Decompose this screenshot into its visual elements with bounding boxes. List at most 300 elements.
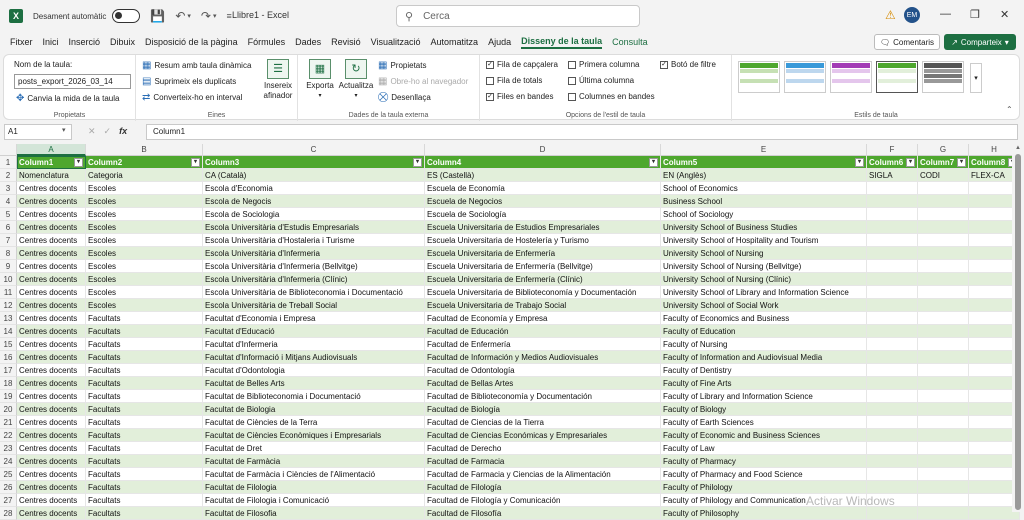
table-cell[interactable] (918, 299, 969, 312)
table-cell[interactable] (203, 247, 425, 260)
table-cell[interactable] (918, 442, 969, 455)
table-cell[interactable] (425, 299, 661, 312)
table-cell[interactable] (203, 312, 425, 325)
row-number[interactable]: 20 (0, 403, 17, 416)
first-column-checkbox[interactable] (568, 60, 639, 69)
tab-query[interactable]: Consulta (612, 37, 648, 47)
table-cell[interactable] (86, 286, 203, 299)
table-cell[interactable] (17, 403, 86, 416)
table-cell[interactable] (203, 338, 425, 351)
table-style-swatch[interactable] (830, 61, 872, 93)
warning-icon[interactable]: ⚠ (885, 8, 896, 22)
table-cell[interactable] (918, 182, 969, 195)
row-number[interactable]: 11 (0, 286, 17, 299)
formula-input[interactable]: Column1 (146, 124, 1018, 140)
row-number[interactable]: 7 (0, 234, 17, 247)
spreadsheet-grid[interactable] (0, 144, 1012, 518)
table-cell[interactable] (918, 208, 969, 221)
table-cell[interactable] (425, 481, 661, 494)
table-cell[interactable] (661, 286, 867, 299)
table-cell[interactable] (867, 351, 918, 364)
table-cell[interactable] (425, 169, 661, 182)
table-cell[interactable] (918, 416, 969, 429)
table-cell[interactable] (86, 260, 203, 273)
table-style-swatch[interactable] (738, 61, 780, 93)
last-column-checkbox[interactable] (568, 76, 634, 85)
name-box-chevron-icon[interactable]: ▾ (62, 127, 66, 134)
table-cell[interactable] (203, 260, 425, 273)
column-header-h[interactable]: H (969, 144, 1020, 156)
table-cell[interactable] (867, 247, 918, 260)
table-cell[interactable] (425, 364, 661, 377)
avatar[interactable]: EM (904, 7, 920, 23)
row-number[interactable]: 17 (0, 364, 17, 377)
table-cell[interactable] (918, 429, 969, 442)
table-cell[interactable] (203, 208, 425, 221)
table-cell[interactable] (918, 481, 969, 494)
table-cell[interactable] (425, 247, 661, 260)
table-cell[interactable] (918, 286, 969, 299)
external-properties-button[interactable] (378, 60, 426, 71)
table-name-input[interactable]: posts_export_2026_03_14 (14, 74, 131, 89)
row-number[interactable]: 24 (0, 455, 17, 468)
table-cell[interactable] (661, 455, 867, 468)
open-in-browser-button[interactable] (378, 76, 468, 87)
table-style-swatch[interactable] (922, 61, 964, 93)
row-number[interactable]: 25 (0, 468, 17, 481)
table-cell[interactable] (86, 351, 203, 364)
row-number[interactable]: 13 (0, 312, 17, 325)
scrollbar-thumb[interactable] (1015, 154, 1021, 510)
table-cell[interactable] (867, 429, 918, 442)
table-cell[interactable] (425, 273, 661, 286)
table-cell[interactable] (17, 429, 86, 442)
table-cell[interactable] (918, 169, 969, 182)
table-cell[interactable] (203, 481, 425, 494)
table-cell[interactable] (661, 338, 867, 351)
table-header-cell[interactable] (661, 156, 867, 169)
table-cell[interactable] (17, 455, 86, 468)
column-header-f[interactable]: F (867, 144, 918, 156)
table-cell[interactable] (17, 234, 86, 247)
table-cell[interactable] (661, 325, 867, 338)
scroll-up-icon[interactable]: ▲ (1015, 145, 1021, 151)
row-number[interactable]: 27 (0, 494, 17, 507)
table-cell[interactable] (918, 273, 969, 286)
table-cell[interactable] (661, 390, 867, 403)
row-number[interactable]: 21 (0, 416, 17, 429)
minimize-icon[interactable]: — (940, 8, 951, 20)
table-cell[interactable] (867, 260, 918, 273)
row-number[interactable]: 8 (0, 247, 17, 260)
table-cell[interactable] (203, 234, 425, 247)
table-cell[interactable] (661, 221, 867, 234)
column-header-d[interactable]: D (425, 144, 661, 156)
table-cell[interactable] (661, 312, 867, 325)
tab-insert[interactable]: Inserció (68, 37, 101, 47)
column-header-c[interactable]: C (203, 144, 425, 156)
table-header-cell[interactable] (867, 156, 918, 169)
table-cell[interactable] (425, 507, 661, 520)
undo-icon[interactable]: ↶ (175, 9, 186, 23)
table-cell[interactable] (425, 455, 661, 468)
filter-dropdown-icon[interactable]: ▾ (74, 158, 83, 167)
table-cell[interactable] (86, 390, 203, 403)
table-cell[interactable] (661, 169, 867, 182)
table-cell[interactable] (918, 455, 969, 468)
table-cell[interactable] (17, 286, 86, 299)
table-cell[interactable] (918, 377, 969, 390)
tab-table-design[interactable]: Disseny de la taula (521, 36, 602, 49)
table-cell[interactable] (86, 312, 203, 325)
table-cell[interactable] (918, 234, 969, 247)
table-cell[interactable] (918, 468, 969, 481)
table-cell[interactable] (86, 455, 203, 468)
table-cell[interactable] (425, 403, 661, 416)
tab-data[interactable]: Dades (295, 37, 322, 47)
table-header-cell[interactable] (17, 156, 86, 169)
table-cell[interactable] (86, 416, 203, 429)
table-cell[interactable] (867, 416, 918, 429)
row-number[interactable]: 2 (0, 169, 17, 182)
table-cell[interactable] (867, 403, 918, 416)
table-cell[interactable] (425, 234, 661, 247)
row-number[interactable]: 4 (0, 195, 17, 208)
restore-icon[interactable]: ❐ (970, 9, 980, 21)
table-cell[interactable] (203, 182, 425, 195)
table-cell[interactable] (17, 442, 86, 455)
table-cell[interactable] (425, 429, 661, 442)
table-cell[interactable] (918, 403, 969, 416)
row-number[interactable]: 9 (0, 260, 17, 273)
table-cell[interactable] (203, 299, 425, 312)
column-header-e[interactable]: E (661, 144, 867, 156)
tab-page-layout[interactable]: Disposició de la pàgina (145, 37, 238, 47)
table-cell[interactable] (425, 208, 661, 221)
table-cell[interactable] (86, 507, 203, 520)
table-cell[interactable] (425, 377, 661, 390)
table-cell[interactable] (17, 208, 86, 221)
name-box[interactable]: A1 (4, 124, 72, 140)
table-cell[interactable] (86, 221, 203, 234)
table-cell[interactable] (203, 351, 425, 364)
row-number[interactable]: 22 (0, 429, 17, 442)
refresh-button[interactable] (338, 59, 374, 101)
table-header-cell[interactable] (918, 156, 969, 169)
table-cell[interactable] (17, 351, 86, 364)
table-cell[interactable] (17, 260, 86, 273)
table-cell[interactable] (86, 299, 203, 312)
table-cell[interactable] (17, 169, 86, 182)
table-cell[interactable] (425, 338, 661, 351)
table-cell[interactable] (203, 390, 425, 403)
row-number[interactable]: 1 (0, 156, 17, 169)
filter-dropdown-icon[interactable]: ▾ (413, 158, 422, 167)
table-cell[interactable] (661, 260, 867, 273)
table-cell[interactable] (867, 221, 918, 234)
tab-draw[interactable]: Dibuix (110, 37, 136, 47)
table-cell[interactable] (867, 455, 918, 468)
table-cell[interactable] (425, 442, 661, 455)
table-cell[interactable] (86, 338, 203, 351)
table-cell[interactable] (425, 351, 661, 364)
table-cell[interactable] (661, 182, 867, 195)
row-number[interactable]: 28 (0, 507, 17, 520)
table-cell[interactable] (918, 507, 969, 520)
enter-icon[interactable]: ✓ (103, 126, 112, 136)
unlink-button[interactable] (378, 92, 431, 103)
tab-review[interactable]: Revisió (331, 37, 361, 47)
total-row-checkbox[interactable] (486, 76, 542, 85)
table-cell[interactable] (203, 468, 425, 481)
customize-toolbar-icon[interactable]: ≡ (226, 11, 232, 21)
gallery-more-icon[interactable]: ▾ (970, 63, 982, 93)
table-cell[interactable] (86, 403, 203, 416)
table-cell[interactable] (425, 390, 661, 403)
table-cell[interactable] (17, 247, 86, 260)
table-cell[interactable] (17, 182, 86, 195)
table-cell[interactable] (203, 442, 425, 455)
row-number[interactable]: 10 (0, 273, 17, 286)
table-cell[interactable] (203, 169, 425, 182)
table-cell[interactable] (661, 299, 867, 312)
table-header-cell[interactable] (203, 156, 425, 169)
table-cell[interactable] (17, 364, 86, 377)
table-cell[interactable] (867, 182, 918, 195)
table-cell[interactable] (918, 260, 969, 273)
row-number[interactable]: 18 (0, 377, 17, 390)
insert-function-icon[interactable]: fx (119, 126, 128, 136)
table-cell[interactable] (918, 195, 969, 208)
filter-button-checkbox[interactable] (660, 60, 716, 69)
tab-formulas[interactable]: Fórmules (247, 37, 286, 47)
table-cell[interactable] (867, 169, 918, 182)
table-cell[interactable] (867, 234, 918, 247)
table-cell[interactable] (17, 468, 86, 481)
table-cell[interactable] (203, 273, 425, 286)
table-cell[interactable] (86, 208, 203, 221)
table-cell[interactable] (17, 507, 86, 520)
table-cell[interactable] (867, 286, 918, 299)
table-cell[interactable] (86, 377, 203, 390)
table-cell[interactable] (17, 195, 86, 208)
redo-dropdown-icon[interactable]: ▾ (212, 13, 217, 20)
table-cell[interactable] (17, 416, 86, 429)
table-cell[interactable] (203, 195, 425, 208)
table-cell[interactable] (661, 273, 867, 286)
row-number[interactable]: 15 (0, 338, 17, 351)
table-cell[interactable] (86, 169, 203, 182)
table-cell[interactable] (203, 429, 425, 442)
table-cell[interactable] (867, 468, 918, 481)
table-cell[interactable] (867, 195, 918, 208)
table-cell[interactable] (17, 299, 86, 312)
row-number[interactable]: 6 (0, 221, 17, 234)
row-number[interactable]: 26 (0, 481, 17, 494)
row-number[interactable]: 14 (0, 325, 17, 338)
row-number[interactable]: 12 (0, 299, 17, 312)
table-cell[interactable] (661, 247, 867, 260)
table-cell[interactable] (425, 494, 661, 507)
table-cell[interactable] (918, 494, 969, 507)
table-cell[interactable] (661, 351, 867, 364)
table-header-cell[interactable] (86, 156, 203, 169)
table-style-swatch-selected[interactable] (876, 61, 918, 93)
row-number[interactable]: 5 (0, 208, 17, 221)
table-cell[interactable] (918, 312, 969, 325)
table-cell[interactable] (86, 481, 203, 494)
table-cell[interactable] (17, 338, 86, 351)
table-cell[interactable] (86, 325, 203, 338)
table-style-swatch[interactable] (784, 61, 826, 93)
table-cell[interactable] (425, 286, 661, 299)
table-cell[interactable] (86, 442, 203, 455)
table-cell[interactable] (203, 377, 425, 390)
table-cell[interactable] (918, 338, 969, 351)
table-cell[interactable] (661, 195, 867, 208)
header-row-checkbox[interactable] (486, 60, 558, 69)
search-box[interactable] (396, 5, 640, 27)
table-cell[interactable] (918, 351, 969, 364)
table-cell[interactable] (918, 247, 969, 260)
table-cell[interactable] (203, 416, 425, 429)
table-cell[interactable] (86, 234, 203, 247)
table-cell[interactable] (86, 195, 203, 208)
table-cell[interactable] (661, 507, 867, 520)
collapse-ribbon-icon[interactable]: ⌃ (1006, 105, 1013, 114)
banded-rows-checkbox[interactable] (486, 92, 553, 101)
save-icon[interactable]: 💾 (150, 9, 166, 23)
table-cell[interactable] (867, 273, 918, 286)
table-cell[interactable] (17, 221, 86, 234)
table-cell[interactable] (867, 481, 918, 494)
table-cell[interactable] (86, 364, 203, 377)
table-cell[interactable] (86, 494, 203, 507)
table-cell[interactable] (17, 377, 86, 390)
table-cell[interactable] (86, 429, 203, 442)
table-cell[interactable] (867, 377, 918, 390)
table-cell[interactable] (661, 234, 867, 247)
table-cell[interactable] (86, 468, 203, 481)
table-cell[interactable] (918, 221, 969, 234)
row-number[interactable]: 16 (0, 351, 17, 364)
table-cell[interactable] (203, 325, 425, 338)
banded-columns-checkbox[interactable] (568, 92, 655, 101)
select-all-corner[interactable] (0, 144, 17, 156)
table-cell[interactable] (867, 299, 918, 312)
export-button[interactable] (302, 59, 338, 101)
convert-to-range-button[interactable] (142, 92, 242, 103)
table-cell[interactable] (867, 364, 918, 377)
tab-help[interactable]: Ajuda (488, 37, 512, 47)
table-cell[interactable] (17, 273, 86, 286)
row-number[interactable]: 23 (0, 442, 17, 455)
table-cell[interactable] (17, 312, 86, 325)
comments-button[interactable] (874, 34, 940, 50)
autosave-toggle[interactable] (112, 9, 140, 23)
table-cell[interactable] (918, 325, 969, 338)
table-cell[interactable] (867, 325, 918, 338)
table-cell[interactable] (203, 403, 425, 416)
filter-dropdown-icon[interactable]: ▾ (649, 158, 658, 167)
resize-table-button[interactable] (16, 93, 119, 104)
filter-dropdown-icon[interactable]: ▾ (957, 158, 966, 167)
column-header-a[interactable]: A (17, 144, 86, 156)
table-header-cell[interactable] (425, 156, 661, 169)
table-cell[interactable] (661, 377, 867, 390)
column-header-g[interactable]: G (918, 144, 969, 156)
table-cell[interactable] (867, 442, 918, 455)
filter-dropdown-icon[interactable]: ▾ (191, 158, 200, 167)
vertical-scrollbar[interactable] (1012, 144, 1024, 512)
table-cell[interactable] (867, 338, 918, 351)
pivot-button[interactable] (142, 60, 251, 71)
table-cell[interactable] (661, 364, 867, 377)
table-cell[interactable] (86, 247, 203, 260)
insert-slicer-button[interactable] (260, 59, 296, 101)
table-cell[interactable] (203, 221, 425, 234)
table-cell[interactable] (203, 286, 425, 299)
remove-duplicates-button[interactable] (142, 76, 236, 87)
close-icon[interactable]: ✕ (1000, 9, 1010, 21)
filter-dropdown-icon[interactable]: ▾ (855, 158, 864, 167)
table-cell[interactable] (17, 481, 86, 494)
share-button[interactable] (944, 34, 1016, 50)
table-cell[interactable] (918, 390, 969, 403)
table-cell[interactable] (425, 468, 661, 481)
row-number[interactable]: 19 (0, 390, 17, 403)
table-cell[interactable] (661, 481, 867, 494)
table-cell[interactable] (203, 507, 425, 520)
table-cell[interactable] (17, 325, 86, 338)
undo-dropdown-icon[interactable]: ▾ (187, 13, 191, 20)
cancel-icon[interactable]: ✕ (88, 126, 96, 136)
table-cell[interactable] (86, 182, 203, 195)
table-cell[interactable] (867, 208, 918, 221)
redo-icon[interactable]: ↷ (200, 9, 211, 23)
table-cell[interactable] (425, 312, 661, 325)
tab-view[interactable]: Visualització (370, 37, 421, 47)
row-number[interactable]: 3 (0, 182, 17, 195)
filter-dropdown-icon[interactable]: ▾ (906, 158, 915, 167)
table-cell[interactable] (203, 455, 425, 468)
tab-automate[interactable]: Automatitza (430, 37, 479, 47)
table-cell[interactable] (661, 403, 867, 416)
table-cell[interactable] (425, 182, 661, 195)
table-cell[interactable] (17, 494, 86, 507)
table-cell[interactable] (661, 468, 867, 481)
table-cell[interactable] (425, 416, 661, 429)
table-cell[interactable] (661, 429, 867, 442)
tab-file[interactable]: Fitxer (10, 37, 33, 47)
table-cell[interactable] (86, 273, 203, 286)
table-cell[interactable] (661, 416, 867, 429)
table-cell[interactable] (661, 442, 867, 455)
table-cell[interactable] (661, 208, 867, 221)
table-cell[interactable] (203, 494, 425, 507)
table-cell[interactable] (867, 390, 918, 403)
table-cell[interactable] (425, 260, 661, 273)
table-cell[interactable] (203, 364, 425, 377)
table-cell[interactable] (867, 312, 918, 325)
table-cell[interactable] (918, 364, 969, 377)
table-cell[interactable] (17, 390, 86, 403)
tab-home[interactable]: Inici (42, 37, 59, 47)
table-cell[interactable] (425, 325, 661, 338)
table-cell[interactable] (425, 221, 661, 234)
column-header-b[interactable]: B (86, 144, 203, 156)
table-cell[interactable] (867, 507, 918, 520)
